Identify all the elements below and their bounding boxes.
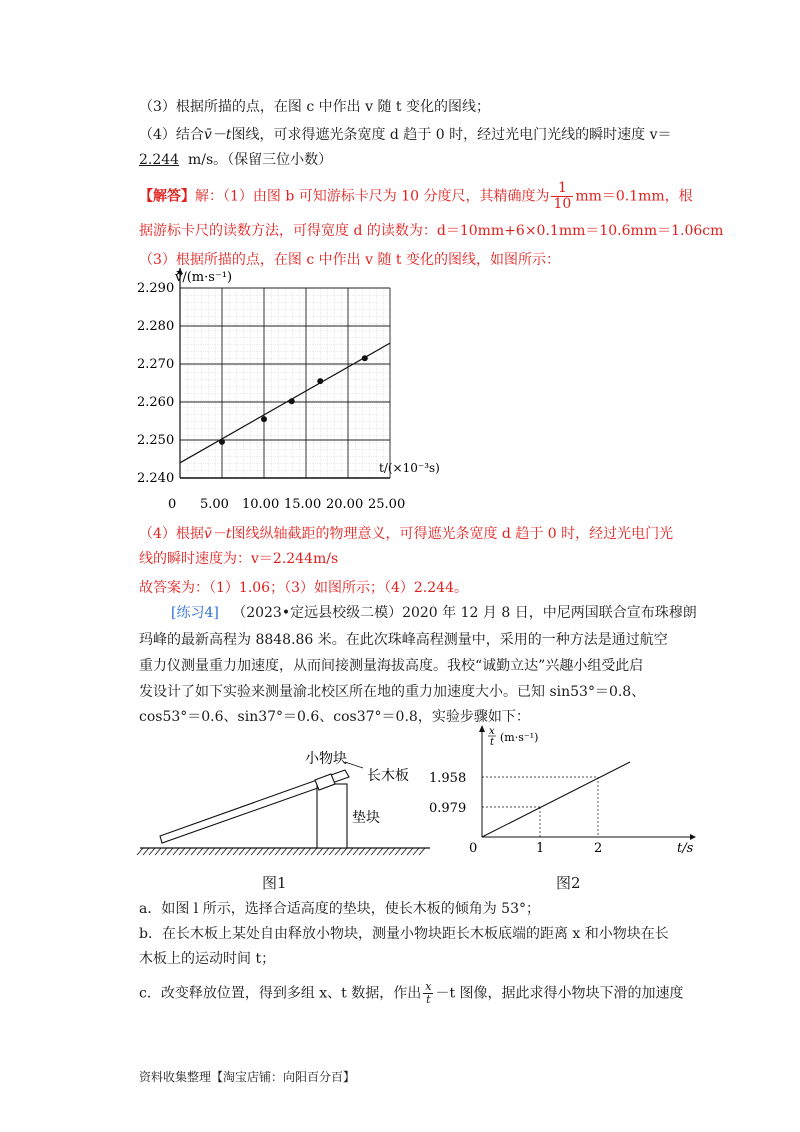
x-axis-label: t/(×10⁻³s) xyxy=(379,461,440,475)
x-tick-label: 15.00 xyxy=(284,497,322,512)
question-4-line: （4）结合v̄－t图线，可求得遮光条宽度 d 趋于 0 时，经过光电门光线的瞬时速度 v＝ xyxy=(139,127,672,143)
practice-line-1: [练习4] （2023•定远县校级二模）2020 年 12 月 8 日，中尼两国联合宣布珠穆朗 xyxy=(171,605,697,621)
y-label-denominator: t xyxy=(490,737,495,748)
data-point-1 xyxy=(219,439,225,445)
practice-line-3: 重力仪测量重力加速度，从而间接测量海拔高度。我校“诚勤立达”兴趣小组受此启 xyxy=(139,658,644,674)
figure-2-graph xyxy=(429,722,705,867)
y-axis-label: v̄/(m·s⁻¹) xyxy=(175,270,233,285)
x-tick-labels xyxy=(168,497,405,512)
solution-line-3: （3）根据所描的点，在图 c 中作出 v 随 t 变化的图线，如图所示： xyxy=(139,252,560,268)
y-tick-label: 2.240 xyxy=(137,471,175,486)
fraction: $\frac{1}{10}$ xyxy=(553,180,572,212)
solution-tag: 【解答】 xyxy=(139,188,195,205)
x-tick-label: 20.00 xyxy=(326,497,364,512)
x-tick-2: 2 xyxy=(594,841,603,856)
label-small-block: 小物块 xyxy=(305,751,347,767)
fraction-x-over-t: $\frac{x}{t}$ xyxy=(425,980,432,1006)
question-3-line: （3）根据所描的点，在图 c 中作出 v 随 t 变化的图线； xyxy=(139,99,490,115)
data-point-4 xyxy=(317,378,323,384)
practice-line-4: 发设计了如下实验来测量渝北校区所在地的重力加速度大小。已知 sin53°＝0.8、 xyxy=(139,684,646,700)
velocity-time-chart xyxy=(135,268,465,518)
x-tick-0: 0 xyxy=(469,841,478,856)
x-axis-label: t/s xyxy=(677,841,694,856)
practice-line-5: cos53°＝0.6、sin37°＝0.6、cos37°＝0.8，实验步骤如下： xyxy=(139,709,530,725)
x-tick-label: 25.00 xyxy=(368,497,406,512)
answer-blank: 2.244 xyxy=(139,152,180,168)
solution-4-line: （4）根据v̄－t图线纵轴截距的物理意义，可得遮光条宽度 d 趋于 0 时，经过光电门光 xyxy=(139,526,674,542)
solution-line-2: 据游标卡尺的读数方法，可得宽度 d 的读数为：d＝10mm+6×0.1mm＝10.6mm＝1.06cm xyxy=(139,223,724,239)
step-c: c．改变释放位置，得到多组 x、t 数据，作出 $\frac{x}{t}$ －t 图像，据此求得小物块下滑的加速度 xyxy=(139,980,684,1006)
data-point-5 xyxy=(362,355,368,361)
y-label-unit: (m·s⁻¹) xyxy=(500,731,539,744)
minor-grid xyxy=(180,288,390,478)
label-long-board: 长木板 xyxy=(367,768,409,784)
x-tick-1: 1 xyxy=(536,841,545,856)
data-point-3 xyxy=(289,398,295,404)
ground-hatching xyxy=(137,848,425,855)
y-tick-label: 2.280 xyxy=(137,319,175,334)
step-b-line-2: 木板上的运动时间 t； xyxy=(139,951,276,967)
solution-line-1: 【解答】解：（1）由图 b 可知游标卡尺为 10 分度尺，其精确度为 $\frac{1}{10}$ mm＝0.1mm，根 xyxy=(139,180,693,212)
y-tick-1958: 1.958 xyxy=(429,771,467,786)
x-tick-label: 0 xyxy=(168,497,177,512)
y-tick-label: 2.270 xyxy=(137,357,175,372)
y-tick-label: 2.250 xyxy=(137,433,175,448)
figure-1-caption: 图1 xyxy=(262,874,287,892)
step-b-line-1: b．在长木板上某处自由释放小物块，测量小物块距长木板底端的距离 x 和小物块在长 xyxy=(139,926,669,942)
y-tick-label: 2.260 xyxy=(137,395,175,410)
y-label-numerator: x xyxy=(489,726,495,737)
pad-block xyxy=(317,784,347,848)
x-tick-label: 10.00 xyxy=(242,497,280,512)
question-4-answer-line: 2.244 m/s。（保留三位小数） xyxy=(139,152,333,168)
data-point-2 xyxy=(261,416,267,422)
y-tick-labels xyxy=(137,281,174,486)
y-tick-0979: 0.979 xyxy=(429,801,467,816)
practice-line-2: 玛峰的最新高程为 8848.86 米。在此次珠峰高程测量中，采用的一种方法是通过航空 xyxy=(139,632,668,648)
final-answer: 故答案为：（1）1.06；（3）如图所示；（4）2.244。 xyxy=(139,580,468,596)
solution-4-line-2: 线的瞬时速度为：v＝2.244m/s xyxy=(139,551,339,567)
practice-tag: [练习4] xyxy=(171,605,219,621)
step-a: a．如图 l 所示，选择合适高度的垫块，使长木板的倾角为 53°； xyxy=(139,901,540,917)
y-tick-label: 2.290 xyxy=(137,281,175,296)
figure-1-incline xyxy=(135,740,435,890)
figure-2-caption: 图2 xyxy=(556,874,581,892)
footer-text: 资料收集整理【淘宝店铺：向阳百分百】 xyxy=(139,1070,356,1084)
label-pad: 垫块 xyxy=(352,810,380,826)
x-tick-label: 5.00 xyxy=(200,497,229,512)
x-over-t-line xyxy=(482,762,630,837)
